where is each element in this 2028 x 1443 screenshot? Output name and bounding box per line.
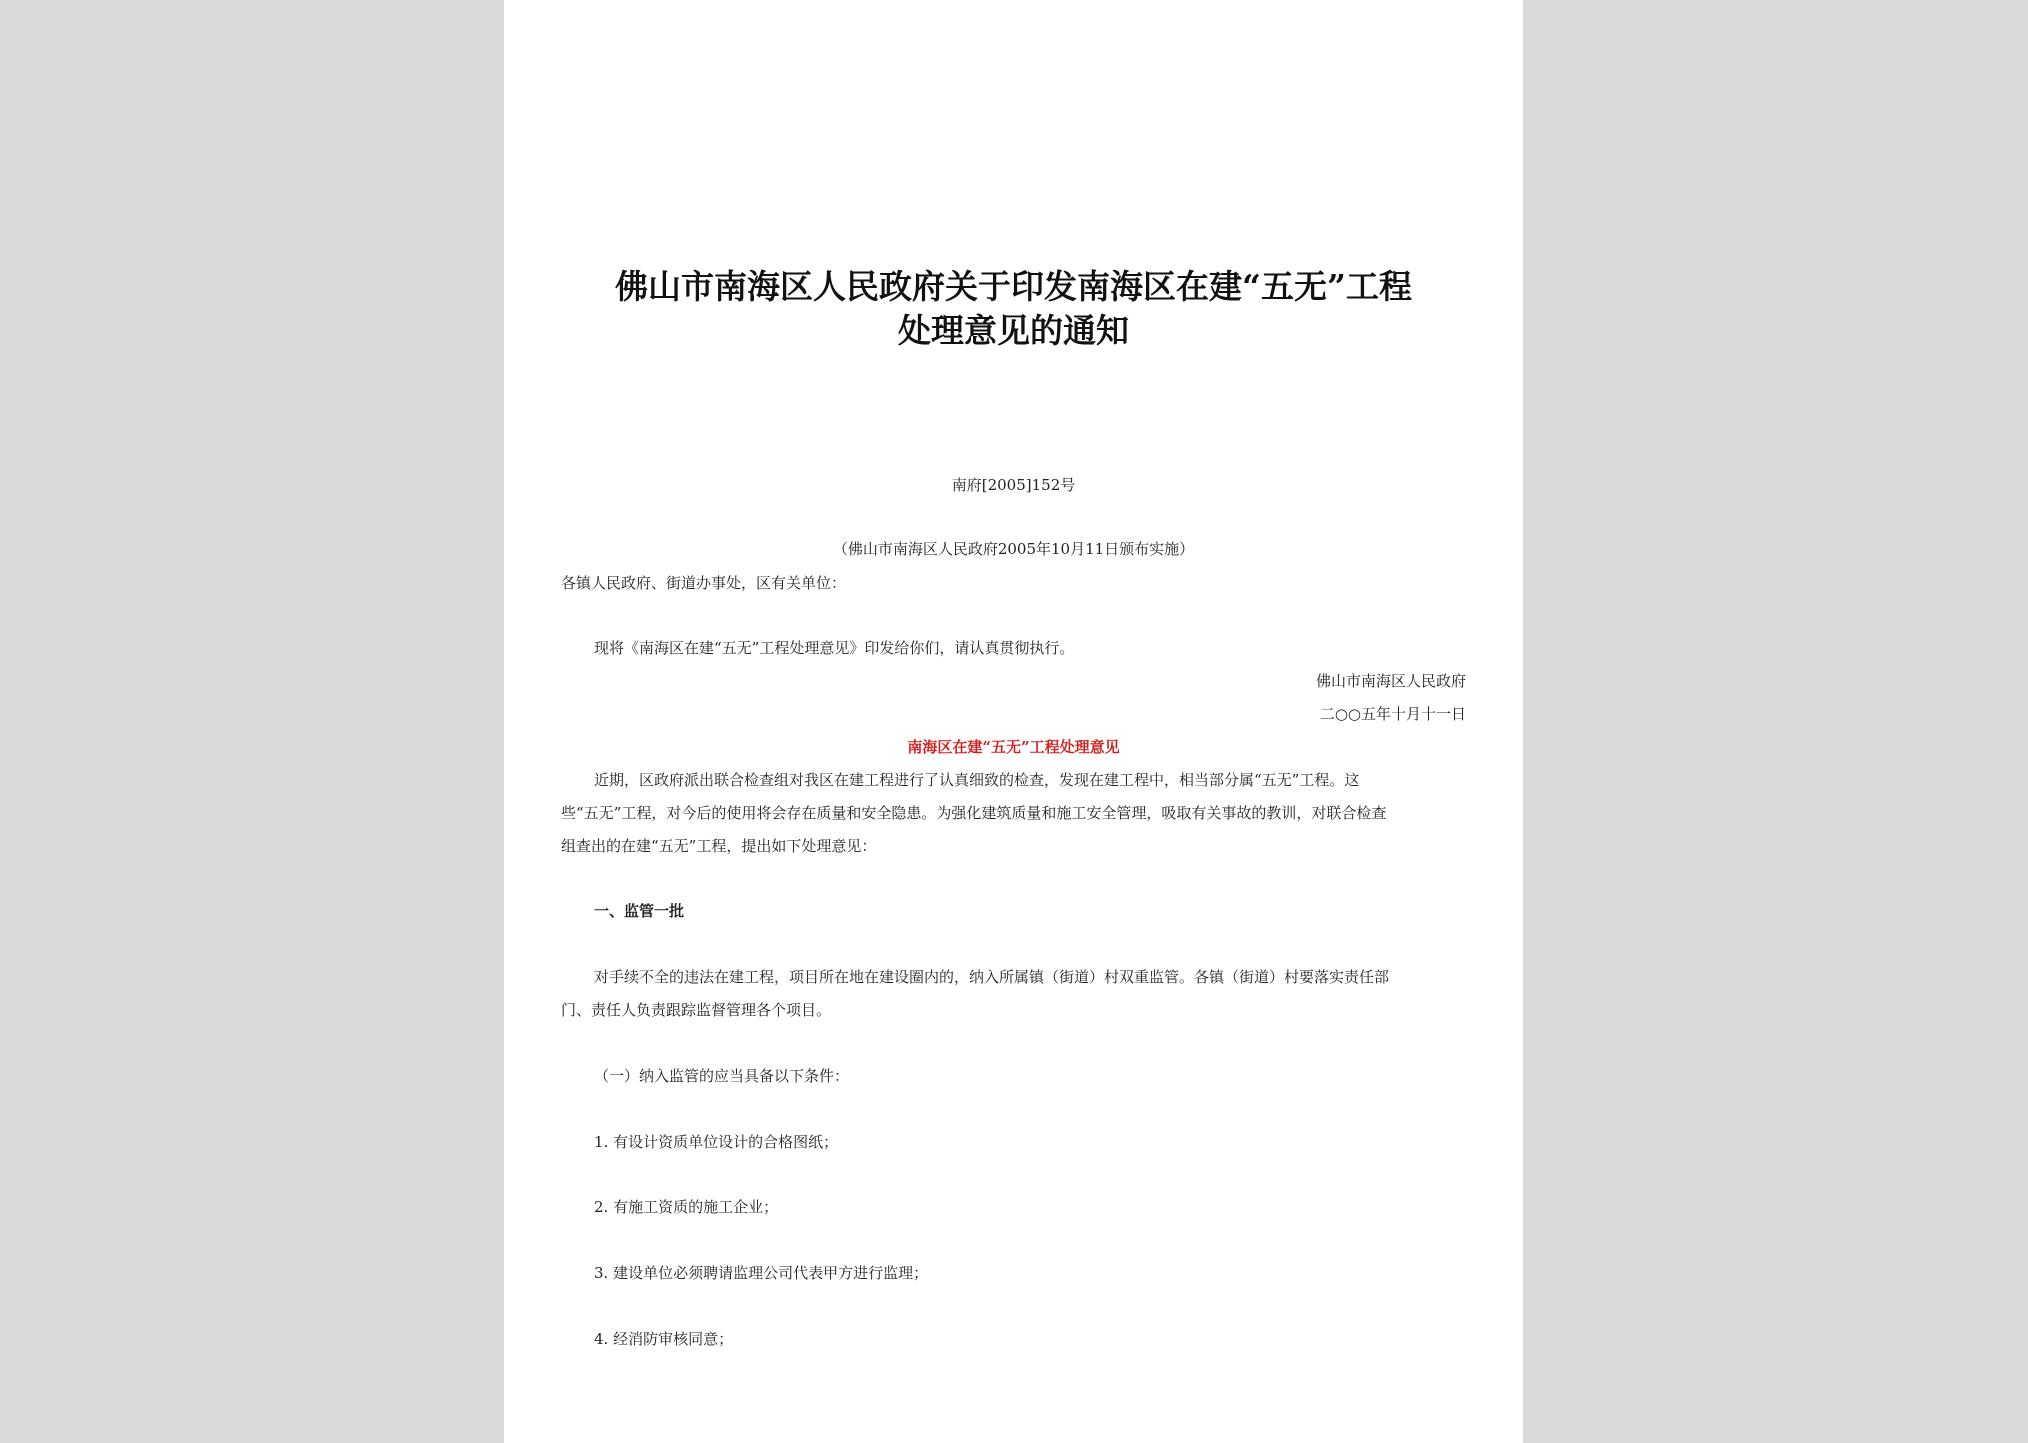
- condition-item-2: 2. 有施工资质的施工企业；: [594, 1198, 779, 1216]
- attachment-title: 南海区在建“五无”工程处理意见: [907, 738, 1120, 756]
- section-1-heading: 一、监管一批: [594, 902, 685, 920]
- document-page: [504, 0, 1523, 1443]
- addressees: 各镇人民政府、街道办事处，区有关单位：: [561, 574, 847, 592]
- subsection-1-heading: （一）纳入监管的应当具备以下条件：: [594, 1067, 850, 1085]
- document-title-line-2: 处理意见的通知: [898, 311, 1129, 350]
- condition-item-4: 4. 经消防审核同意；: [594, 1330, 734, 1348]
- intro-paragraph: 现将《南海区在建“五无”工程处理意见》印发给你们，请认真贯彻执行。: [594, 639, 1075, 657]
- issuance-note: （佛山市南海区人民政府2005年10月11日颁布实施）: [832, 540, 1195, 558]
- document-number: 南府[2005]152号: [951, 476, 1076, 494]
- paragraph-2-line-1: 对手续不全的违法在建工程，项目所在地在建设圈内的，纳入所属镇（街道）村双重监管。各镇（街道）村要落实责任部: [594, 968, 1390, 986]
- signatory: 佛山市南海区人民政府: [1315, 672, 1466, 690]
- paragraph-1-line-3: 组查出的在建“五无”工程，提出如下处理意见：: [561, 837, 877, 855]
- paragraph-2-line-2: 门、责任人负责跟踪监督管理各个项目。: [561, 1001, 832, 1019]
- condition-item-1: 1. 有设计资质单位设计的合格图纸；: [594, 1133, 839, 1151]
- issue-date: 二○○五年十月十一日: [1319, 705, 1466, 723]
- paragraph-1-line-1: 近期，区政府派出联合检查组对我区在建工程进行了认真细致的检查，发现在建工程中，相当部分属“五无”工程。这: [594, 771, 1360, 789]
- paragraph-1-line-2: 些“五无”工程，对今后的使用将会存在质量和安全隐患。为强化建筑质量和施工安全管理，吸取有关事故的教训，对联合检查: [561, 804, 1387, 822]
- document-title-line-1: 佛山市南海区人民政府关于印发南海区在建“五无”工程: [615, 267, 1412, 306]
- condition-item-3: 3. 建设单位必须聘请监理公司代表甲方进行监理；: [594, 1264, 929, 1282]
